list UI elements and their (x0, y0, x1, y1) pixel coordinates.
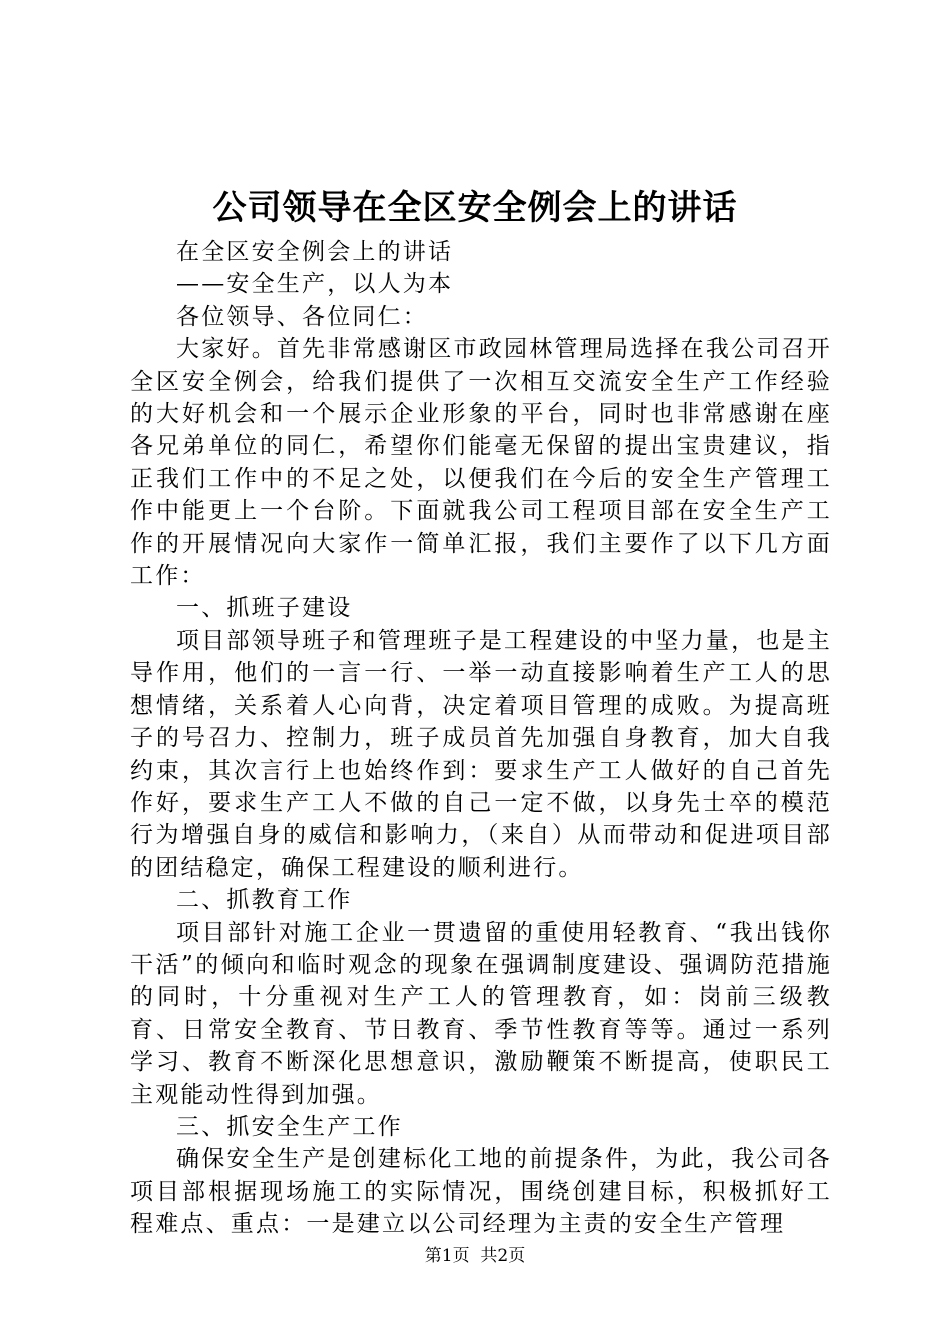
paragraph-section-1: 项目部领导班子和管理班子是工程建设的中坚力量，也是主导作用，他们的一言一行、一举一动直接影响着生产工人的思想情绪，关系着人心向背，决定着项目管理的成败。为提高班子的号召力、控制力，班子成员首先加强自身教育，加大自我约束，其次言行上也始终作到：要求生产工人做好的自己首先作好，要求生产工人不做的自己一定不做，以身先士卒的模范行为增强自身的威信和影响力，（来自）从而带动和促进项目部的团结稳定，确保工程建设的顺利进行。 (130, 627, 832, 881)
page-footer: 第1页 共2页 (424, 1246, 526, 1266)
section-heading-1: 一、抓班子建设 (176, 595, 353, 622)
paragraph-section-3: 确保安全生产是创建标化工地的前提条件，为此，我公司各项目部根据现场施工的实际情况，围绕创建目标，积极抓好工程难点、重点：一是建立以公司经理为主责的安全生产管理 (130, 1146, 832, 1238)
document-body (130, 236, 832, 1241)
paragraph-salutation: 各位领导、各位同仁： (176, 303, 428, 330)
paragraph-section-2: 项目部针对施工企业一贯遗留的重使用轻教育、“我出钱你干活”的倾向和临时观念的现象在强调制度建设、强调防范措施的同时，十分重视对生产工人的管理教育，如：岗前三级教育、日常安全教育、节日教育、季节性教育等等。通过一系列学习、教育不断深化思想意识，激励鞭策不断提高，使职民工主观能动性得到加强。 (130, 919, 832, 1108)
document-title: 公司领导在全区安全例会上的讲话 (212, 188, 738, 228)
paragraph-intro: 大家好。首先非常感谢区市政园林管理局选择在我公司召开全区安全例会，给我们提供了一次相互交流安全生产工作经验的大好机会和一个展示企业形象的平台，同时也非常感谢在座各兄弟单位的同仁，希望你们能毫无保留的提出宝贵建议，指正我们工作中的不足之处，以便我们在今后的安全生产管理工作中能更上一个台阶。下面就我公司工程项目部在安全生产工作的开展情况向大家作一简单汇报，我们主要作了以下几方面工作： (130, 336, 832, 590)
section-heading-2: 二、抓教育工作 (176, 887, 353, 914)
paragraph-slogan: ——安全生产，以人为本 (176, 271, 454, 298)
paragraph-subtitle: 在全区安全例会上的讲话 (176, 239, 454, 265)
section-heading-3: 三、抓安全生产工作 (176, 1113, 403, 1140)
